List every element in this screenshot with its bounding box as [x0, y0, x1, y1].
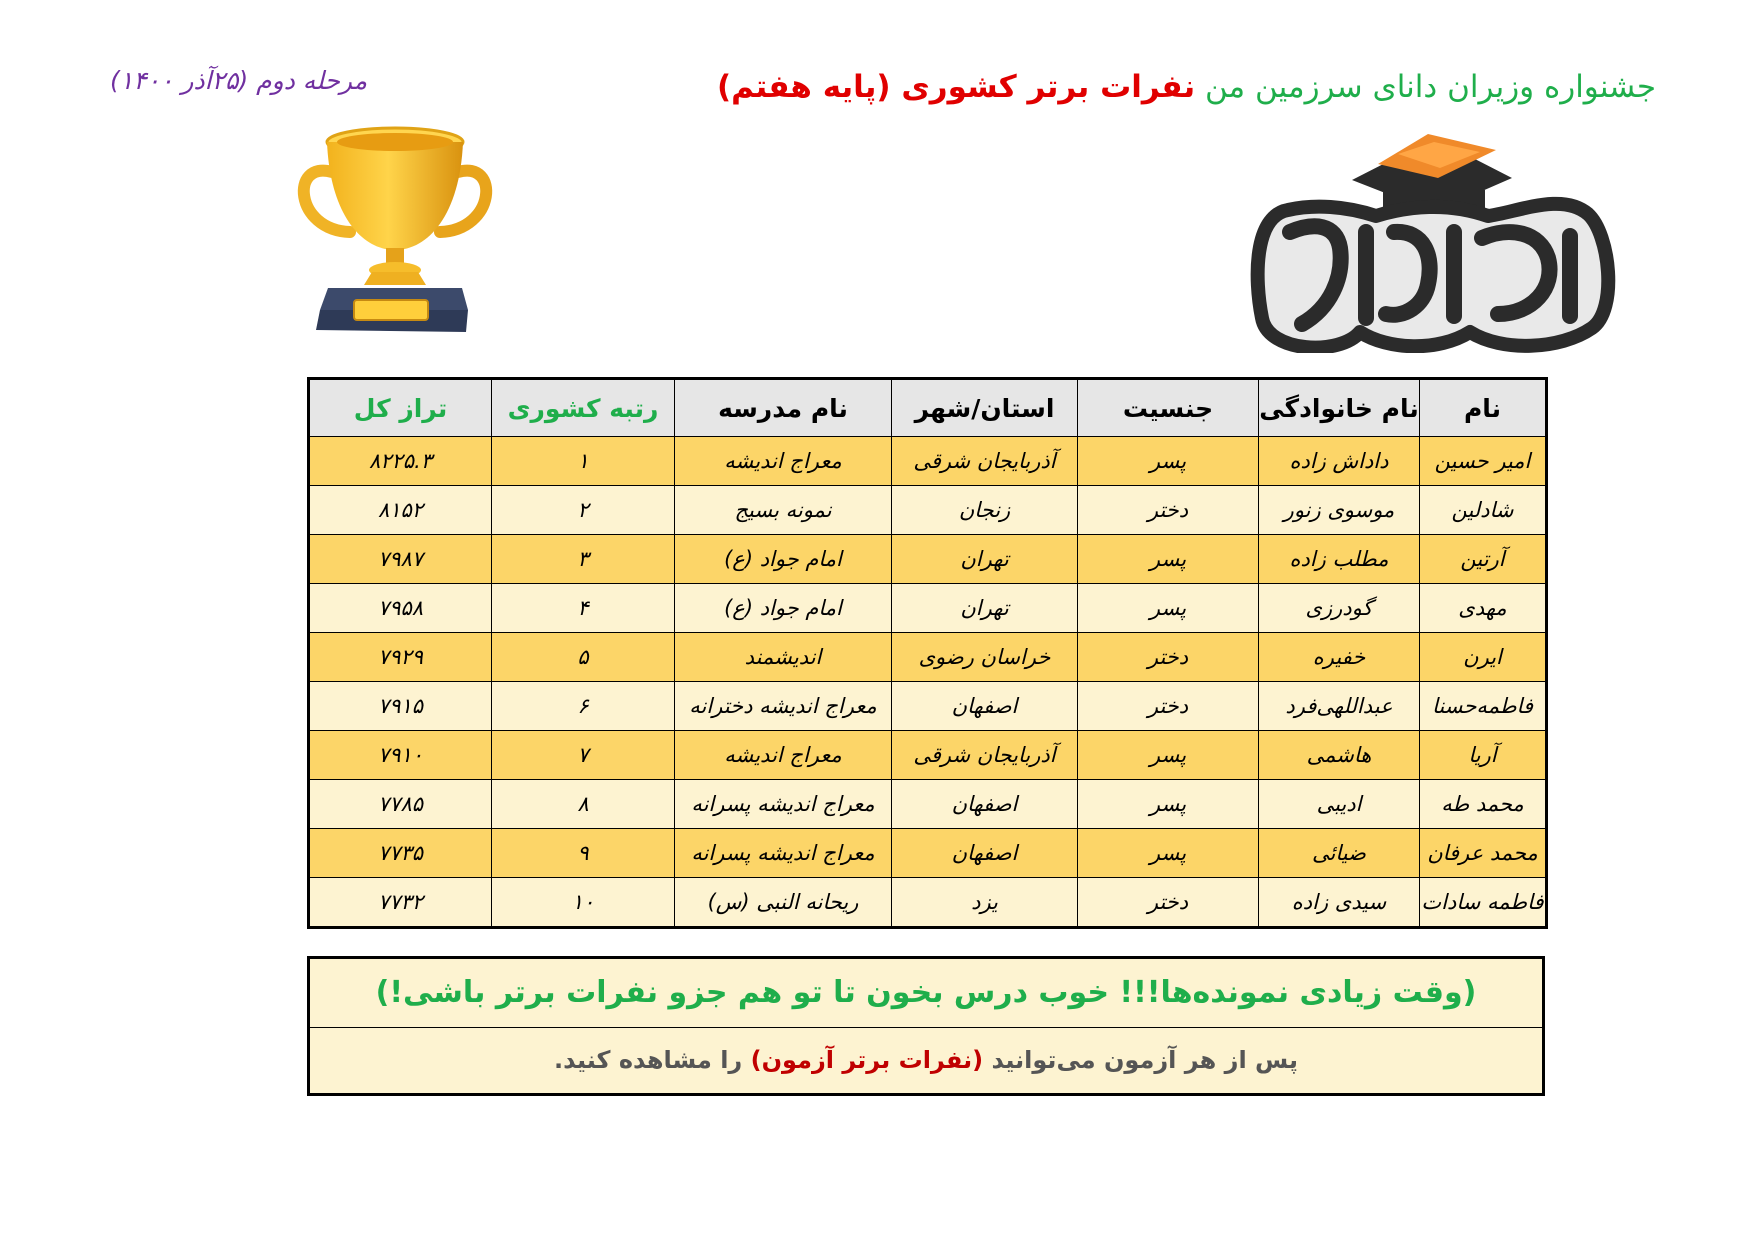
- cell-rank: ۱۰: [492, 878, 675, 928]
- cell-score: ۸۲۲۵.۳: [309, 437, 492, 486]
- cell-rank: ۷: [492, 731, 675, 780]
- cell-name: مهدی: [1420, 584, 1547, 633]
- cell-family: داداش زاده: [1259, 437, 1420, 486]
- table-header-row: [309, 379, 1547, 437]
- trophy-icon: [290, 120, 510, 350]
- table-row: [309, 731, 1547, 780]
- cell-city: تهران: [892, 584, 1078, 633]
- cell-score: ۷۷۳۲: [309, 878, 492, 928]
- cell-score: ۷۹۵۸: [309, 584, 492, 633]
- cell-gender: پسر: [1078, 829, 1259, 878]
- table-row: [309, 780, 1547, 829]
- table-row: [309, 584, 1547, 633]
- results-note: [310, 1028, 1542, 1092]
- cell-city: اصفهان: [892, 682, 1078, 731]
- cell-city: اصفهان: [892, 780, 1078, 829]
- note-after: را مشاهده کنید.: [553, 1046, 743, 1074]
- cell-family: ادیبی: [1259, 780, 1420, 829]
- cell-family: سیدی زاده: [1259, 878, 1420, 928]
- table-row: [309, 486, 1547, 535]
- header-gender: جنسیت: [1078, 379, 1259, 437]
- cell-city: زنجان: [892, 486, 1078, 535]
- cell-name: شادلین: [1420, 486, 1547, 535]
- cell-score: ۷۹۲۹: [309, 633, 492, 682]
- logo: [1248, 128, 1618, 353]
- cell-name: فاطمه سادات: [1420, 878, 1547, 928]
- note-before: پس از هر آزمون می‌توانید: [991, 1046, 1298, 1074]
- cell-rank: ۵: [492, 633, 675, 682]
- table-row: [309, 437, 1547, 486]
- cell-city: آذربایجان شرقی: [892, 437, 1078, 486]
- cell-name: فاطمه‌حسنا: [1420, 682, 1547, 731]
- cell-school: ریحانه النبی (س): [675, 878, 892, 928]
- cell-rank: ۲: [492, 486, 675, 535]
- cell-score: ۷۹۸۷: [309, 535, 492, 584]
- cell-gender: دختر: [1078, 486, 1259, 535]
- cell-rank: ۹: [492, 829, 675, 878]
- cell-school: نمونه بسیج: [675, 486, 892, 535]
- cell-school: معراج اندیشه: [675, 731, 892, 780]
- cell-gender: دختر: [1078, 682, 1259, 731]
- cell-city: خراسان رضوی: [892, 633, 1078, 682]
- cell-family: عبداللهی‌فرد: [1259, 682, 1420, 731]
- note-highlight: (نفرات برتر آزمون): [750, 1046, 984, 1074]
- cell-city: آذربایجان شرقی: [892, 731, 1078, 780]
- table-row: [309, 535, 1547, 584]
- table-row: [309, 878, 1547, 928]
- cell-gender: پسر: [1078, 535, 1259, 584]
- cell-name: محمد عرفان: [1420, 829, 1547, 878]
- cell-name: محمد طه: [1420, 780, 1547, 829]
- cell-name: آرتین: [1420, 535, 1547, 584]
- motivation-text: (وقت زیادی نمونده‌ها!!! خوب درس بخون تا تو هم جزو نفرات برتر باشی!): [310, 959, 1542, 1028]
- cell-city: یزد: [892, 878, 1078, 928]
- cell-family: موسوی زنور: [1259, 486, 1420, 535]
- cell-score: ۷۹۱۵: [309, 682, 492, 731]
- cell-score: ۷۷۳۵: [309, 829, 492, 878]
- cell-gender: پسر: [1078, 584, 1259, 633]
- table-row: [309, 829, 1547, 878]
- cell-score: ۷۷۸۵: [309, 780, 492, 829]
- cell-school: معراج اندیشه پسرانه: [675, 780, 892, 829]
- cell-rank: ۴: [492, 584, 675, 633]
- header-school: نام مدرسه: [675, 379, 892, 437]
- cell-rank: ۱: [492, 437, 675, 486]
- cell-score: ۸۱۵۲: [309, 486, 492, 535]
- header-name: نام: [1420, 379, 1547, 437]
- table-row: [309, 633, 1547, 682]
- cell-city: تهران: [892, 535, 1078, 584]
- cell-school: اندیشمند: [675, 633, 892, 682]
- stage-label: مرحله دوم (۲۵آذر ۱۴۰۰): [110, 66, 368, 95]
- footer-box: [307, 956, 1545, 1096]
- cell-school: معراج اندیشه دخترانه: [675, 682, 892, 731]
- cell-name: ایرن: [1420, 633, 1547, 682]
- cell-family: خفیره: [1259, 633, 1420, 682]
- cell-family: هاشمی: [1259, 731, 1420, 780]
- header-city: استان/شهر: [892, 379, 1078, 437]
- cell-rank: ۳: [492, 535, 675, 584]
- cell-gender: پسر: [1078, 731, 1259, 780]
- cell-rank: ۶: [492, 682, 675, 731]
- cell-gender: پسر: [1078, 780, 1259, 829]
- page-title: [716, 62, 1656, 112]
- title-highlight: نفرات برتر کشوری (پایه هفتم): [716, 69, 1196, 105]
- cell-family: ضیائی: [1259, 829, 1420, 878]
- cell-family: گودرزی: [1259, 584, 1420, 633]
- table-row: [309, 682, 1547, 731]
- header-rank: رتبه کشوری: [492, 379, 675, 437]
- cell-school: معراج اندیشه: [675, 437, 892, 486]
- results-table: [307, 377, 1548, 929]
- cell-rank: ۸: [492, 780, 675, 829]
- cell-gender: پسر: [1078, 437, 1259, 486]
- cell-name: آریا: [1420, 731, 1547, 780]
- cell-gender: دختر: [1078, 633, 1259, 682]
- cell-school: امام جواد (ع): [675, 584, 892, 633]
- cell-city: اصفهان: [892, 829, 1078, 878]
- cell-score: ۷۹۱۰: [309, 731, 492, 780]
- cell-family: مطلب زاده: [1259, 535, 1420, 584]
- header-score: تراز کل: [309, 379, 492, 437]
- cell-gender: دختر: [1078, 878, 1259, 928]
- cell-school: معراج اندیشه پسرانه: [675, 829, 892, 878]
- cell-school: امام جواد (ع): [675, 535, 892, 584]
- cell-name: امیر حسین: [1420, 437, 1547, 486]
- title-prefix: جشنواره وزیران دانای سرزمین من: [1204, 69, 1656, 105]
- header-family: نام خانوادگی: [1259, 379, 1420, 437]
